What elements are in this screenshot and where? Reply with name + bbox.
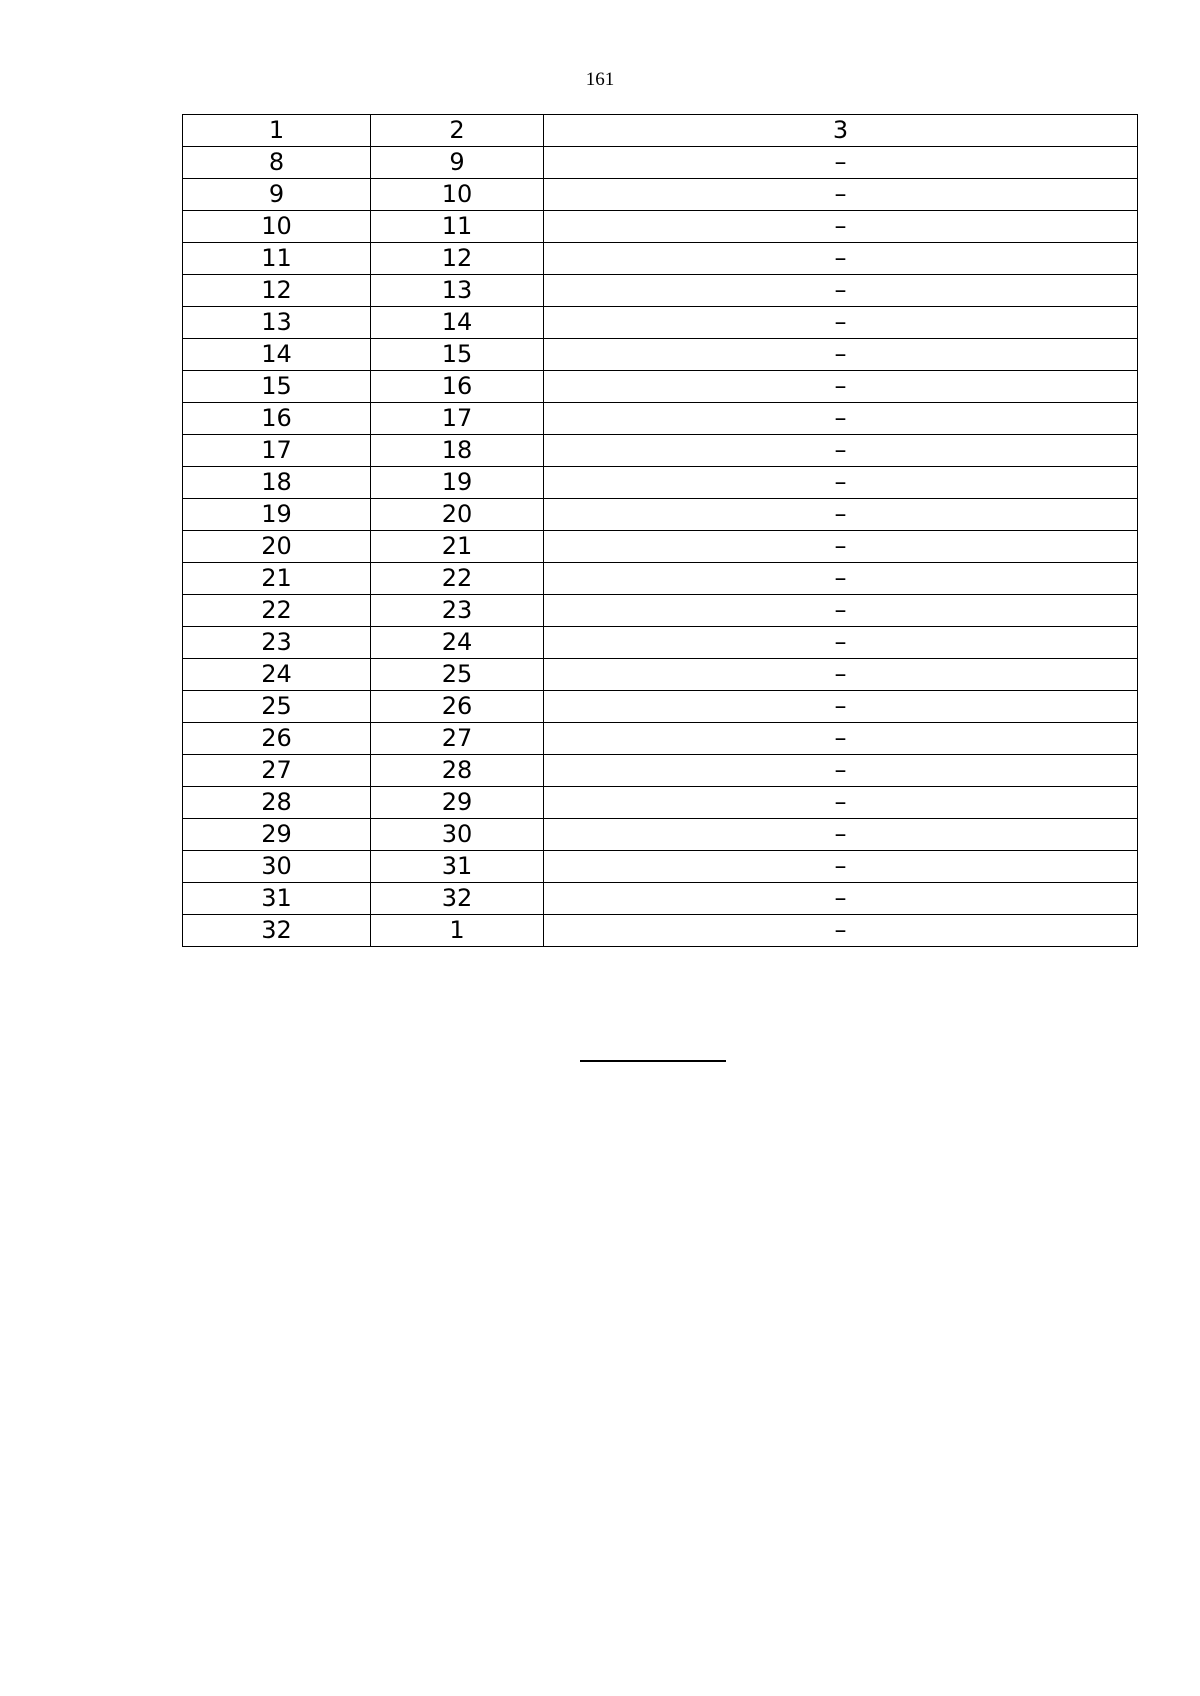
table-cell-col-1: 13 [183,307,371,339]
table-cell-col-3: – [544,211,1138,243]
table-cell-col-1: 16 [183,403,371,435]
table-cell-col-1: 21 [183,563,371,595]
table-cell-col-3: – [544,531,1138,563]
table-row [183,755,1138,787]
table-cell-col-3: – [544,755,1138,787]
table-cell-col-2: 21 [371,531,544,563]
table-cell-col-3: – [544,851,1138,883]
table-cell-col-3: – [544,179,1138,211]
table-cell-col-3: – [544,339,1138,371]
table-cell-col-2: 11 [371,211,544,243]
table-row [183,531,1138,563]
table-cell-col-3: – [544,659,1138,691]
header-cell-2: 2 [371,115,544,147]
table-row [183,243,1138,275]
table-cell-col-2: 30 [371,819,544,851]
table-cell-col-3: – [544,275,1138,307]
table-cell-col-1: 12 [183,275,371,307]
table-cell-col-3: – [544,467,1138,499]
table-cell-col-3: – [544,435,1138,467]
table-header-row [183,115,1138,147]
header-cell-1: 1 [183,115,371,147]
table-cell-col-1: 32 [183,915,371,947]
table-row [183,275,1138,307]
table-row [183,147,1138,179]
table-cell-col-2: 13 [371,275,544,307]
table-cell-col-3: – [544,307,1138,339]
table-row [183,787,1138,819]
table-cell-col-3: – [544,627,1138,659]
table-cell-col-2: 10 [371,179,544,211]
table-cell-col-1: 30 [183,851,371,883]
table-row [183,915,1138,947]
table-cell-col-1: 25 [183,691,371,723]
table-row [183,819,1138,851]
table-cell-col-2: 32 [371,883,544,915]
page-number: 161 [585,69,615,90]
table-cell-col-2: 9 [371,147,544,179]
table-cell-col-3: – [544,243,1138,275]
table-cell-col-2: 25 [371,659,544,691]
table-cell-col-1: 26 [183,723,371,755]
table-cell-col-2: 17 [371,403,544,435]
table-row [183,691,1138,723]
table-cell-col-1: 19 [183,499,371,531]
data-table [182,114,1138,947]
table-cell-col-2: 20 [371,499,544,531]
table-cell-col-2: 18 [371,435,544,467]
table-cell-col-1: 29 [183,819,371,851]
table-cell-col-2: 29 [371,787,544,819]
table-cell-col-3: – [544,595,1138,627]
table-cell-col-2: 15 [371,339,544,371]
table-row [183,627,1138,659]
table-cell-col-3: – [544,883,1138,915]
table-cell-col-3: – [544,499,1138,531]
table-cell-col-2: 16 [371,371,544,403]
table-row [183,659,1138,691]
table-cell-col-3: – [544,403,1138,435]
table-cell-col-3: – [544,691,1138,723]
table-row [183,883,1138,915]
table-row [183,595,1138,627]
table-row [183,723,1138,755]
end-rule [580,1060,726,1062]
table-cell-col-1: 8 [183,147,371,179]
table-cell-col-2: 26 [371,691,544,723]
table-cell-col-2: 27 [371,723,544,755]
table-row [183,307,1138,339]
table-row [183,371,1138,403]
table-cell-col-2: 12 [371,243,544,275]
table-cell-col-2: 24 [371,627,544,659]
table-row [183,339,1138,371]
table-cell-col-1: 15 [183,371,371,403]
table-cell-col-2: 23 [371,595,544,627]
table-row [183,179,1138,211]
table-cell-col-1: 20 [183,531,371,563]
table-cell-col-1: 9 [183,179,371,211]
table-cell-col-2: 14 [371,307,544,339]
table-row [183,211,1138,243]
table-cell-col-1: 10 [183,211,371,243]
table-cell-col-1: 11 [183,243,371,275]
table-cell-col-1: 23 [183,627,371,659]
table-cell-col-3: – [544,723,1138,755]
table-row [183,403,1138,435]
table-body [183,115,1138,947]
table-cell-col-2: 19 [371,467,544,499]
table-cell-col-3: – [544,819,1138,851]
table-cell-col-1: 28 [183,787,371,819]
table-cell-col-1: 22 [183,595,371,627]
table-cell-col-2: 1 [371,915,544,947]
table-cell-col-2: 22 [371,563,544,595]
table-cell-col-1: 17 [183,435,371,467]
table-cell-col-1: 14 [183,339,371,371]
table-row [183,563,1138,595]
table-cell-col-3: – [544,147,1138,179]
table-row [183,851,1138,883]
table-cell-col-3: – [544,563,1138,595]
header-cell-3: 3 [544,115,1138,147]
table-row [183,499,1138,531]
table-row [183,467,1138,499]
table-cell-col-3: – [544,787,1138,819]
table-cell-col-3: – [544,915,1138,947]
table-cell-col-2: 31 [371,851,544,883]
table-cell-col-1: 27 [183,755,371,787]
table-row [183,435,1138,467]
table-cell-col-3: – [544,371,1138,403]
table-cell-col-1: 24 [183,659,371,691]
table-cell-col-2: 28 [371,755,544,787]
table-cell-col-1: 31 [183,883,371,915]
table-cell-col-1: 18 [183,467,371,499]
